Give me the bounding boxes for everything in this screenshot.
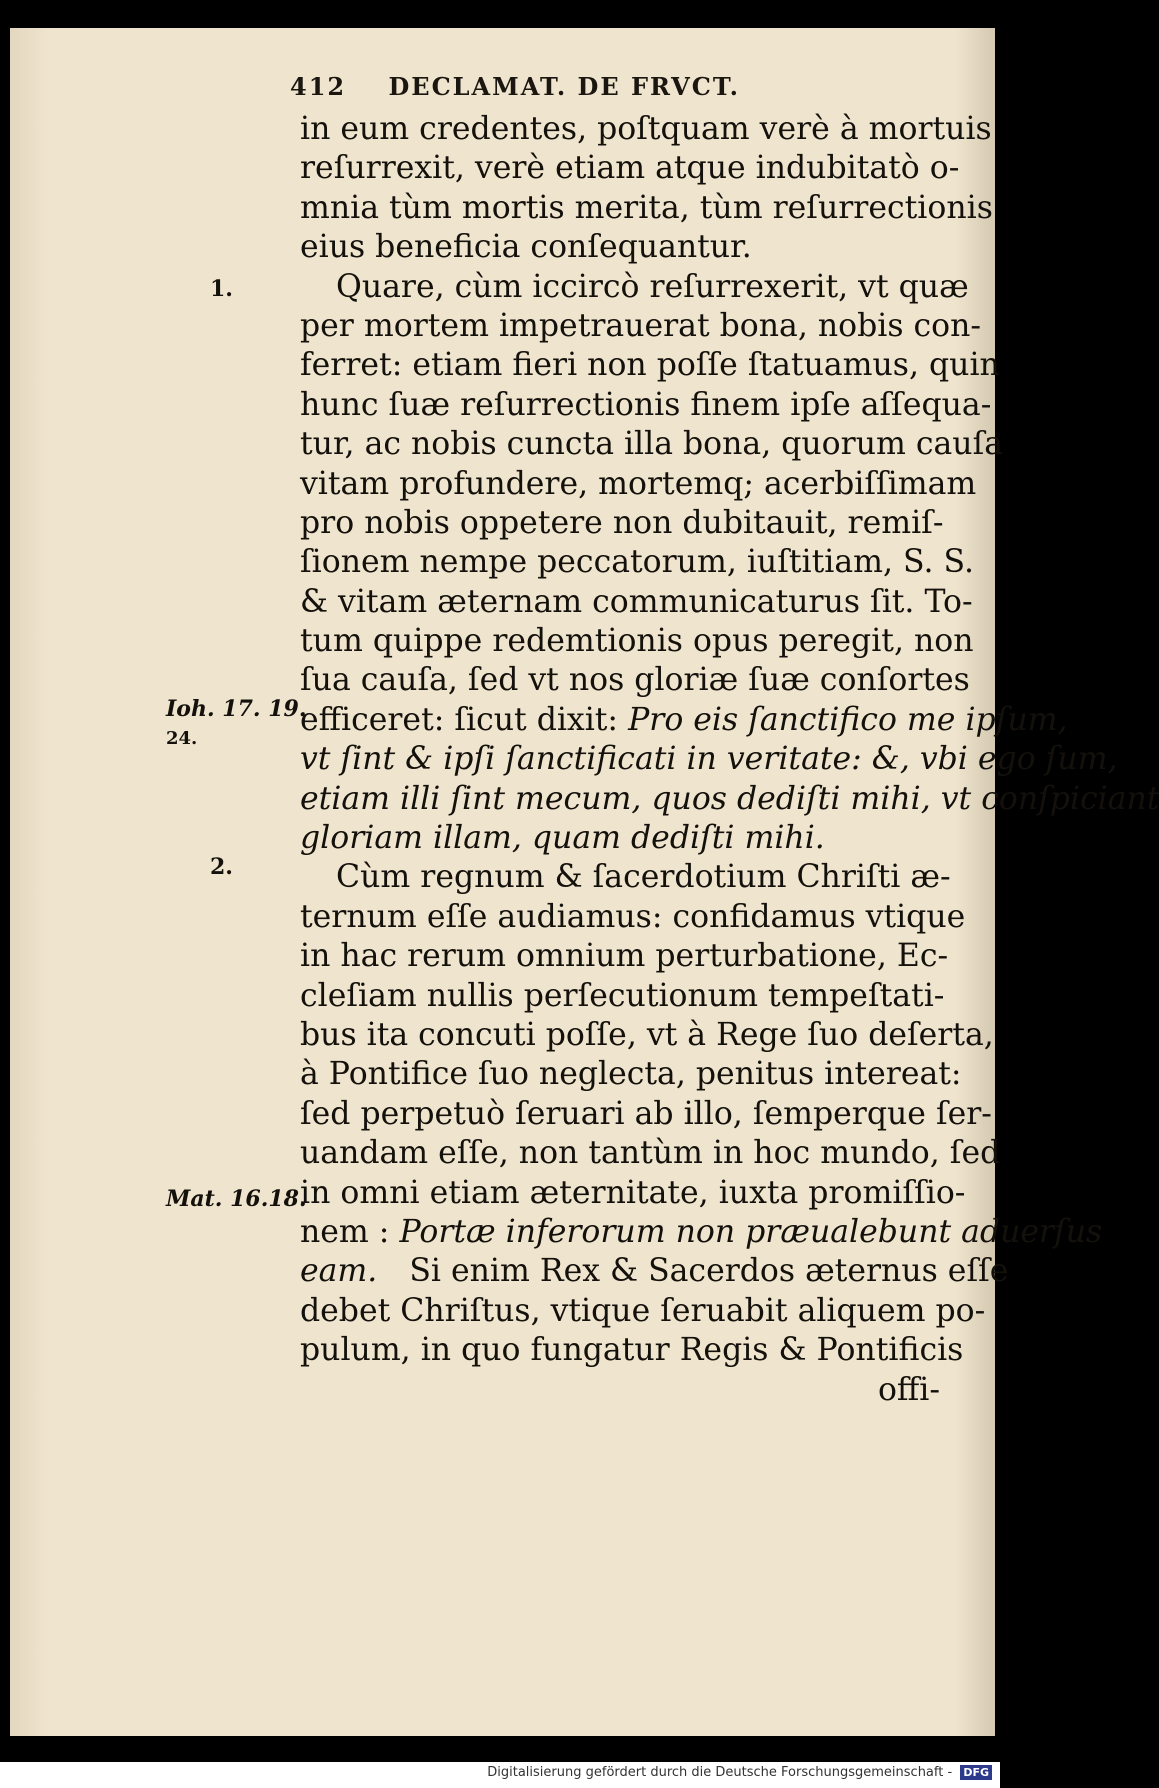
margin-reference-verse: 24. [166, 728, 198, 749]
text-line: bus ita concuti poſſe, vt à Rege ſuo deſerta, [300, 1016, 994, 1053]
text-segment: efficeret: ſicut dixit: [300, 701, 619, 738]
text-line: tum quippe redemtionis opus peregit, non [300, 623, 974, 660]
margin-number-1: 1. [210, 276, 233, 302]
text-line: ferret: etiam fieri non poſſe ſtatuamus, quin [300, 347, 1000, 384]
text-line: ſua cauſa, ſed vt nos gloriæ ſuæ conſortes [300, 662, 970, 699]
text-line: per mortem impetrauerat bona, nobis con- [300, 307, 982, 344]
scripture-quote: eam. [300, 1253, 378, 1290]
text-line: in hac rerum omnium perturbatione, Ec- [300, 938, 949, 975]
text-line: à Pontifice ſuo neglecta, penitus intereat: [300, 1056, 962, 1093]
footer-credit [487, 1765, 992, 1780]
text-line: ternum eſſe audiamus: confidamus vtique [300, 898, 966, 935]
scripture-quote-line: vt ſint & ipſi ſanctificati in veritate: &, vbi ego ſum, [300, 741, 1118, 778]
footer-credit-text: Digitalisierung gefördert durch die Deutsche Forschungsgemeinschaft - [487, 1765, 953, 1780]
text-line: uandam eſſe, non tantùm in hoc mundo, ſed [300, 1135, 1001, 1172]
text-line: vitam profundere, mortemq; acerbiſſimam [300, 465, 977, 502]
text-line: pro nobis oppetere non dubitauit, remiſ- [300, 504, 944, 541]
dfg-logo-icon: DFG [960, 1765, 992, 1780]
margin-reference-matthew: Mat. 16.18. [166, 1186, 307, 1212]
text-line: & vitam æternam communicaturus ſit. To- [300, 583, 973, 620]
running-title: DECLAMAT. DE FRVCT. [388, 72, 740, 101]
catchword: offi- [877, 1371, 940, 1408]
text-line: hunc ſuæ reſurrectionis finem ipſe aſſequa- [300, 386, 992, 423]
text-segment: Si enim Rex & Sacerdos æternus eſſe [409, 1253, 1009, 1290]
text-line: pulum, in quo fungatur Regis & Pontificis [300, 1332, 964, 1369]
text-line: cleſiam nullis perſecutionum tempeſtati- [300, 977, 945, 1014]
text-line: Quare, cùm iccircò reſurrexerit, vt quæ [336, 268, 969, 305]
scripture-quote-line: gloriam illam, quam dediſti mihi. [300, 820, 825, 857]
text-line: mnia tùm mortis merita, tùm reſurrectionis [300, 189, 993, 226]
text-line: tur, ac nobis cuncta illa bona, quorum cauſa [300, 426, 1004, 463]
scripture-quote-line: etiam illi ſint mecum, quos dediſti mihi, vt conſpiciant [300, 780, 1159, 817]
running-head [290, 72, 800, 101]
text-segment: nem : [300, 1213, 390, 1250]
text-line: in omni etiam æternitate, iuxta promiſſio- [300, 1174, 966, 1211]
page-number: 412 [290, 72, 347, 101]
text-line: reſurrexit, verè etiam atque indubitatò o- [300, 150, 960, 187]
scripture-quote: Portæ inferorum non præualebunt aduerſus [399, 1213, 1103, 1250]
text-line [300, 701, 1068, 740]
text-block [300, 110, 1159, 1410]
text-line: ſed perpetuò ſeruari ab illo, ſemperque ſer- [300, 1095, 992, 1132]
text-line: in eum credentes, poſtquam verè à mortuis [300, 111, 992, 147]
scripture-quote: Pro eis ſanctifico me ipſum, [628, 701, 1068, 738]
text-line [300, 1252, 1009, 1291]
text-line: Cùm regnum & ſacerdotium Chriſti æ- [336, 859, 951, 896]
text-line: eius beneficia conſequantur. [300, 229, 752, 266]
margin-number-2: 2. [210, 854, 233, 880]
text-line [300, 1213, 1103, 1252]
text-line: debet Chriſtus, vtique ſeruabit aliquem po- [300, 1292, 986, 1329]
margin-reference-john: Ioh. 17. 19. [166, 696, 307, 722]
text-line: ſionem nempe peccatorum, iuſtitiam, S. S. [300, 544, 974, 581]
